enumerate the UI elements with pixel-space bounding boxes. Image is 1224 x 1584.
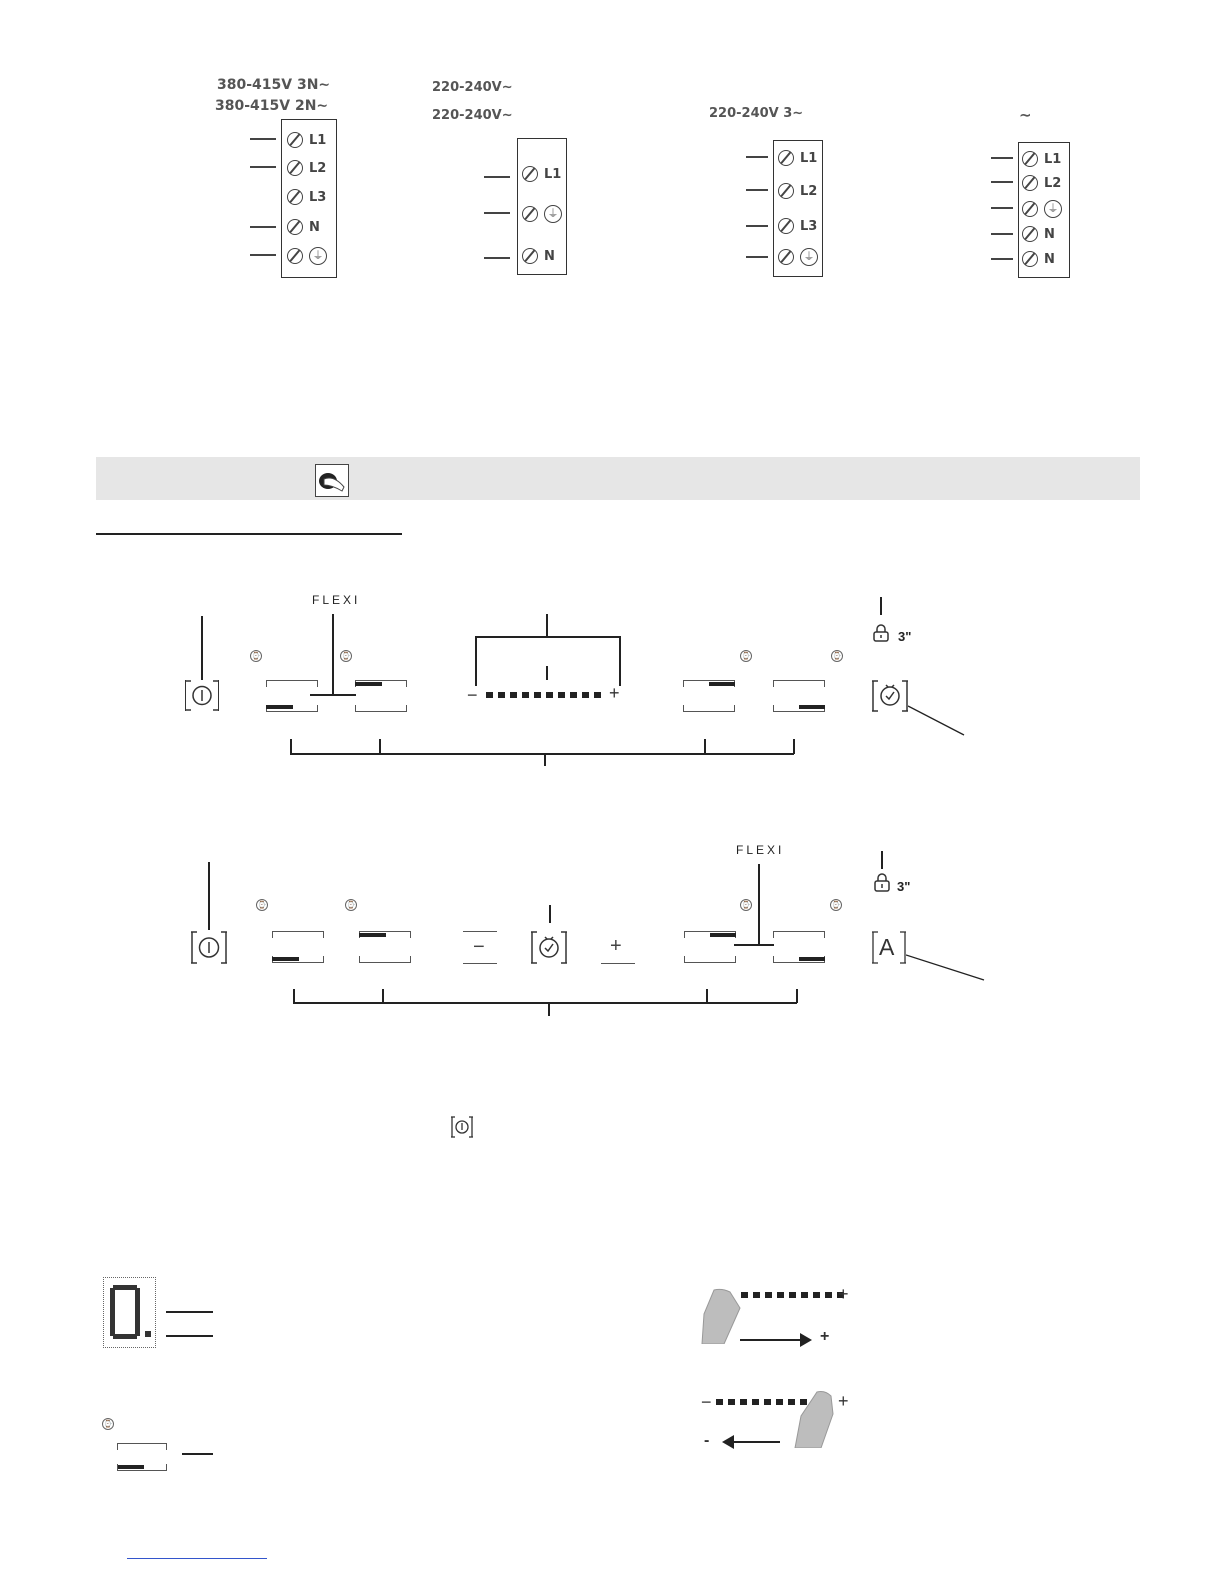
- terminal-label: N: [309, 219, 320, 235]
- minus-button[interactable]: [463, 931, 497, 964]
- zone-display-2[interactable]: [359, 931, 411, 963]
- zone-display-3[interactable]: [684, 931, 736, 963]
- screw-icon: [1022, 175, 1038, 191]
- footer-link-underline: [127, 1558, 267, 1559]
- voltage-label-1a: 380-415V 3N∼: [217, 77, 331, 93]
- screw-icon: [1022, 251, 1038, 267]
- slider-track: [741, 1292, 849, 1298]
- voltage-label-2b: 220-240V∼: [432, 108, 513, 123]
- terminal-label: L1: [800, 150, 818, 166]
- screw-icon: [778, 218, 794, 234]
- flexi-label: FLEXI: [736, 843, 785, 857]
- terminal-label: L1: [544, 166, 562, 182]
- screw-icon: [778, 150, 794, 166]
- terminal-label: L1: [309, 132, 327, 148]
- terminal-label: N: [1044, 251, 1055, 267]
- lock-time-label: 3": [898, 629, 912, 644]
- section-banner: [96, 457, 1140, 500]
- terminal-label: L2: [309, 160, 327, 176]
- earth-icon: ⏚: [800, 248, 818, 266]
- touch-hand-icon: [315, 464, 349, 497]
- section-underline: [96, 533, 402, 535]
- screw-icon: [522, 206, 538, 222]
- slider-plus[interactable]: +: [609, 683, 620, 703]
- lock-icon: [873, 873, 891, 897]
- terminal-label: L3: [309, 189, 327, 205]
- screw-icon: [287, 189, 303, 205]
- zone-display-example: [117, 1443, 167, 1471]
- screw-icon: [778, 183, 794, 199]
- zone-timer-icon: ⌚: [102, 1418, 114, 1430]
- swipe-minus-label: -: [704, 1432, 710, 1449]
- minus-label: −: [473, 936, 485, 958]
- zone-display-1[interactable]: [266, 680, 318, 712]
- zone-timer-icon: ⌚: [345, 899, 357, 911]
- screw-icon: [287, 219, 303, 235]
- timer-button[interactable]: [531, 931, 567, 964]
- screw-icon: [1022, 201, 1038, 217]
- power-icon: [451, 1116, 473, 1138]
- terminal-label: L1: [1044, 151, 1062, 167]
- auto-button[interactable]: [872, 931, 906, 964]
- zone-timer-icon: ⌚: [740, 899, 752, 911]
- timer-button[interactable]: [872, 680, 908, 712]
- seven-segment-display: [103, 1277, 156, 1348]
- screw-icon: [1022, 226, 1038, 242]
- zone-display-2[interactable]: [355, 680, 407, 712]
- swipe-plus-label: +: [820, 1328, 830, 1345]
- zone-timer-icon: ⌚: [830, 899, 842, 911]
- lock-time-label: 3": [897, 879, 911, 894]
- terminal-label: N: [1044, 226, 1055, 242]
- finger-icon: [700, 1288, 742, 1344]
- auto-key-label: A: [879, 934, 895, 960]
- screw-icon: [287, 248, 303, 264]
- plus-button[interactable]: [601, 931, 635, 964]
- power-button[interactable]: [185, 680, 219, 711]
- zone-timer-icon: ⌚: [831, 650, 843, 662]
- terminal-label: L3: [800, 218, 818, 234]
- voltage-label-2a: 220-240V∼: [432, 80, 513, 95]
- zone-display-1[interactable]: [272, 931, 324, 963]
- screw-icon: [287, 160, 303, 176]
- zone-display-3[interactable]: [683, 680, 735, 712]
- screw-icon: [1022, 151, 1038, 167]
- zone-display-4[interactable]: [773, 680, 825, 712]
- terminal-label: L2: [1044, 175, 1062, 191]
- flexi-label: FLEXI: [312, 593, 361, 607]
- plus-label: +: [610, 935, 622, 957]
- zone-timer-icon: ⌚: [340, 650, 352, 662]
- voltage-label-4: ∼: [1019, 106, 1032, 124]
- zone-timer-icon: ⌚: [740, 650, 752, 662]
- power-level-slider[interactable]: [486, 692, 606, 699]
- voltage-label-3: 220-240V 3∼: [709, 106, 804, 121]
- terminal-label: L2: [800, 183, 818, 199]
- earth-icon: ⏚: [1044, 200, 1062, 218]
- finger-icon: [793, 1390, 835, 1448]
- zone-timer-icon: ⌚: [256, 899, 268, 911]
- terminal-label: N: [544, 248, 555, 264]
- screw-icon: [287, 132, 303, 148]
- screw-icon: [522, 166, 538, 182]
- screw-icon: [778, 249, 794, 265]
- earth-icon: ⏚: [309, 247, 327, 265]
- earth-icon: ⏚: [544, 205, 562, 223]
- zone-timer-icon: ⌚: [250, 650, 262, 662]
- zone-display-4[interactable]: [773, 931, 825, 963]
- voltage-label-1b: 380-415V 2N∼: [215, 98, 329, 114]
- power-button[interactable]: [191, 931, 227, 964]
- lock-icon: [872, 624, 890, 647]
- slider-minus[interactable]: −: [467, 685, 478, 705]
- screw-icon: [522, 248, 538, 264]
